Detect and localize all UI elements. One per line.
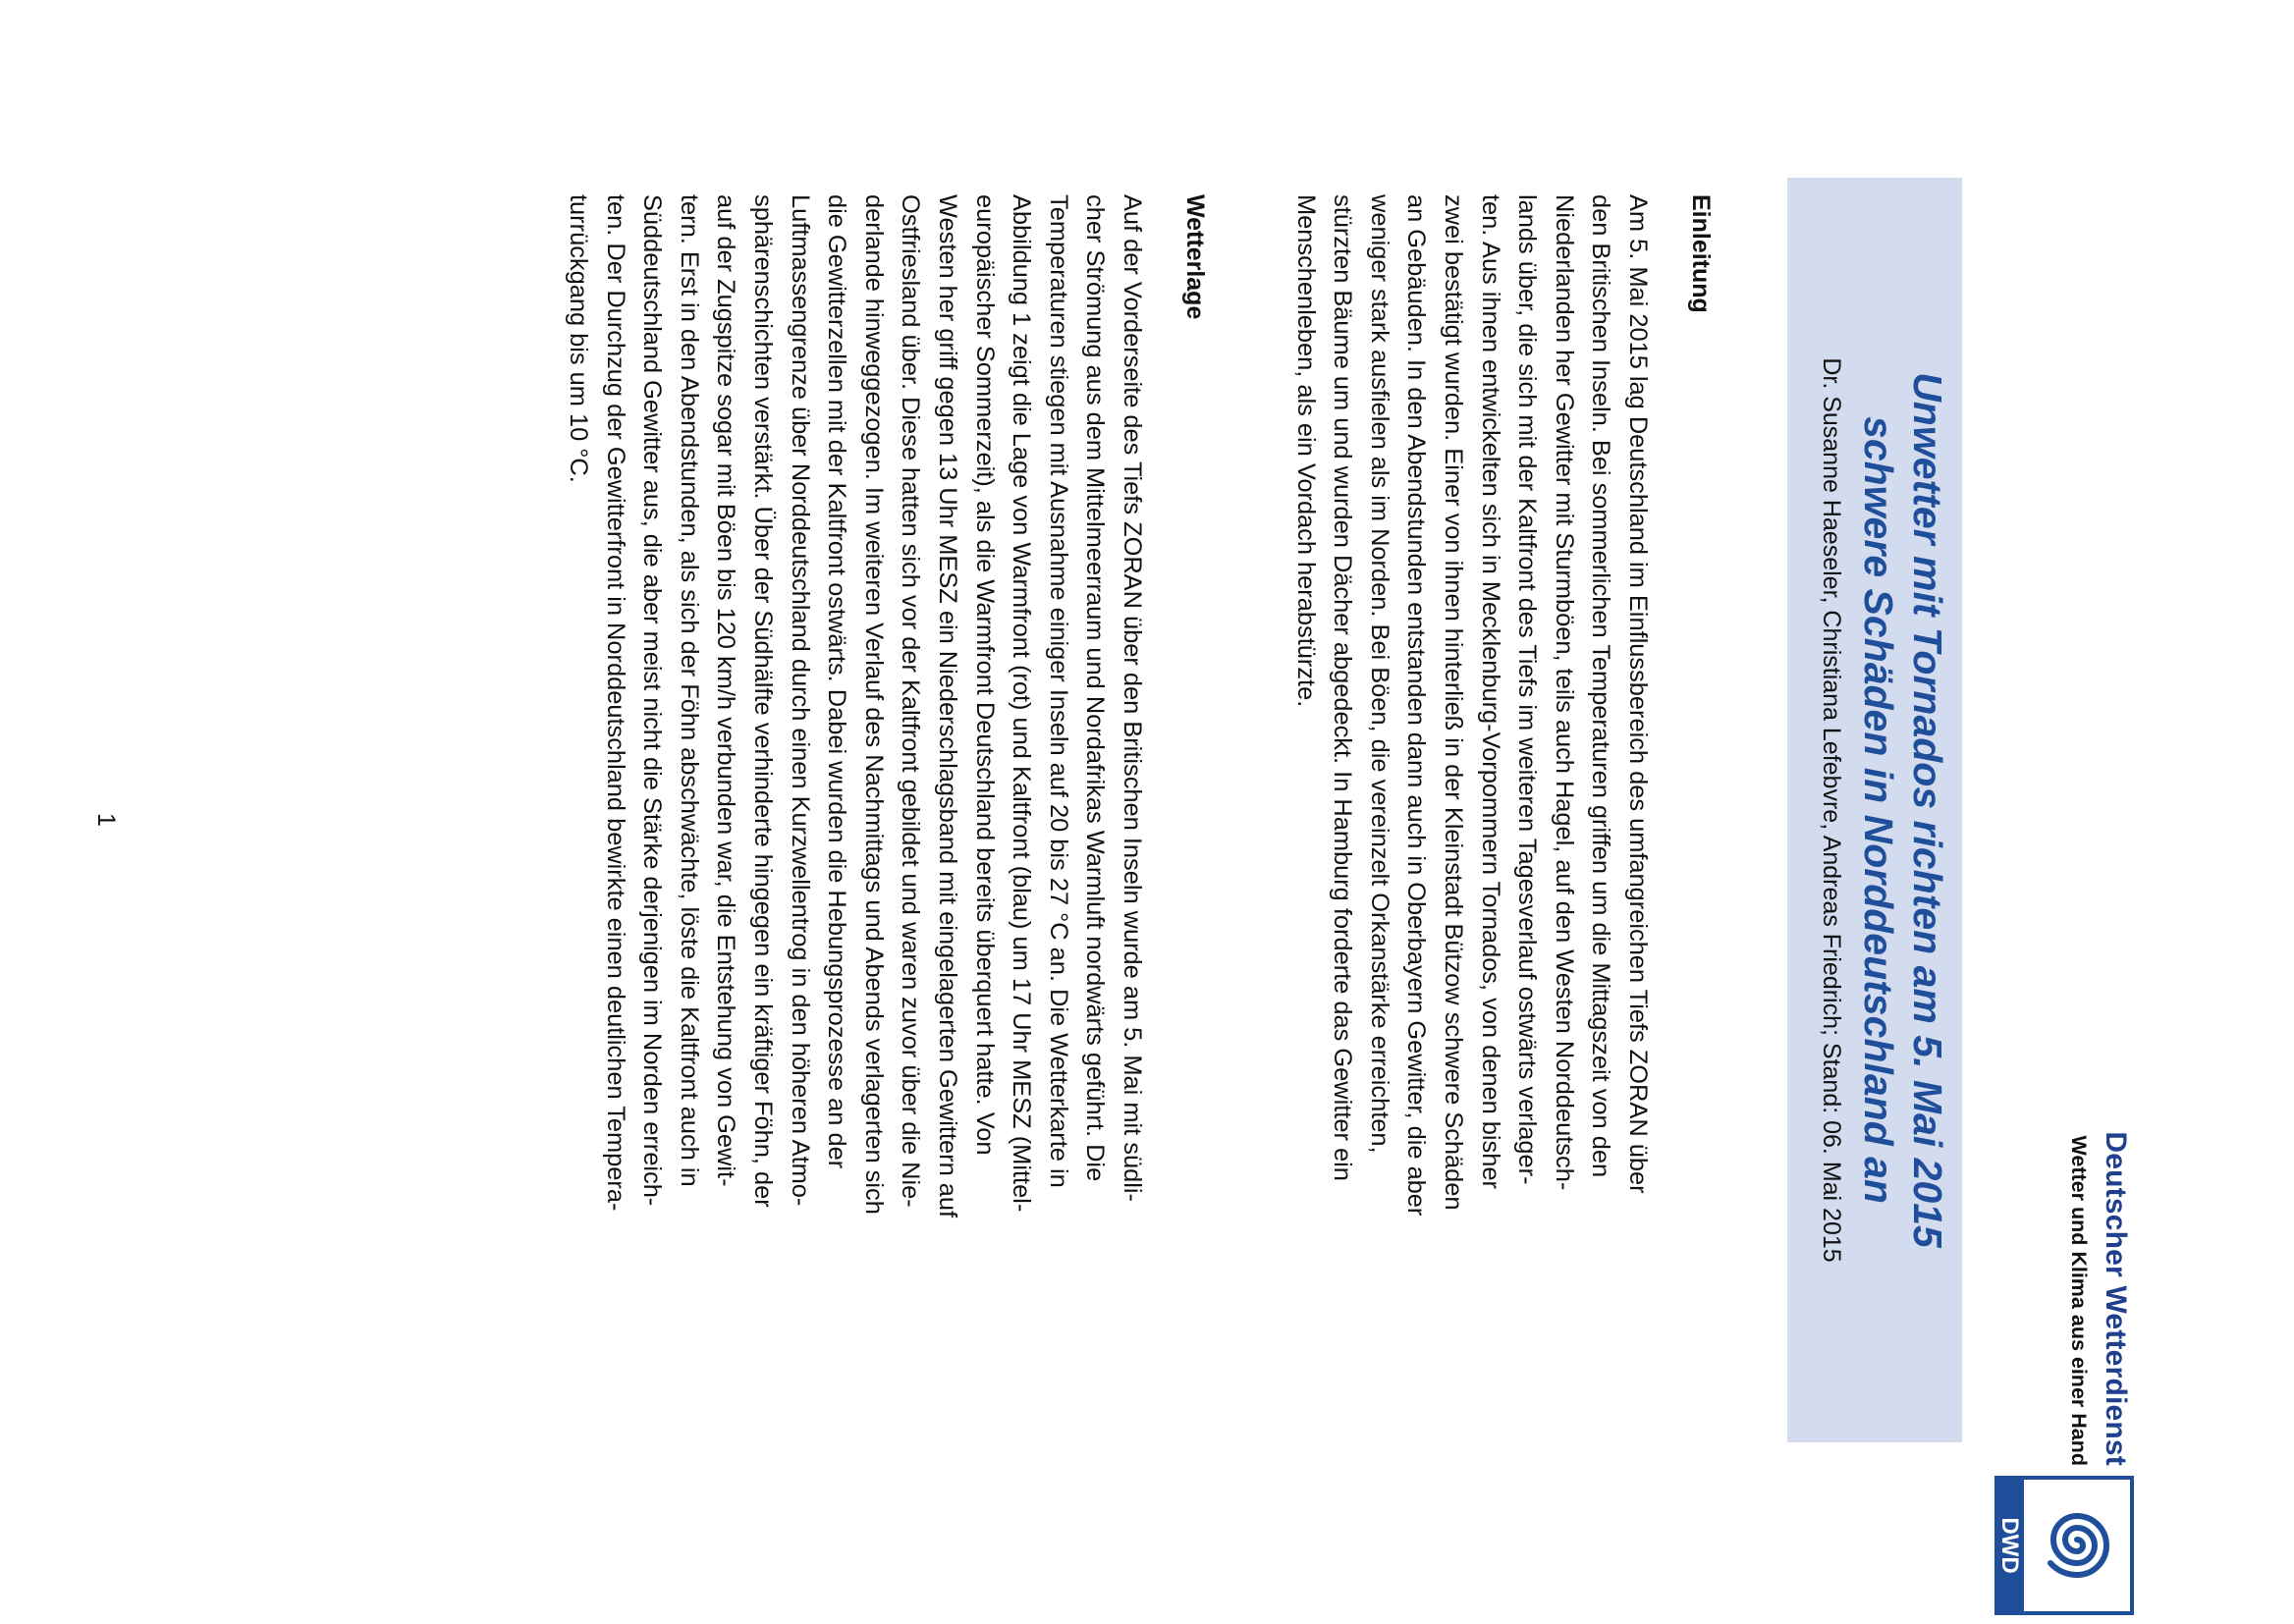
authors-and-date: Dr. Susanne Haeseler, Christiana Lefebvre, Andreas Friedrich; Stand: 06. Mai 2015 [1818, 357, 1845, 1263]
dwd-header [1985, 1131, 2142, 1615]
text-line: Menschenleben, als ein Vordach herabstürzte. [1291, 194, 1320, 708]
text-line: Ostfriesland über. Diese hatten sich vor der Kaltfront gebildet und waren zuvor über die Nie- [897, 194, 925, 1208]
text-line: Abbildung 1 zeigt die Lage von Warmfront (rot) und Kaltfront (blau) um 17 Uhr MESZ (Mittel- [1008, 194, 1036, 1213]
text-line: lands über, die sich mit der Kaltfront des Tiefs im weiteren Tagesverlauf ostwärts verlager- [1513, 194, 1542, 1185]
text-line: zwei bestätigt wurden. Einer von ihnen hinterließ in der Kleinstadt Bützow schwere Schäden [1440, 194, 1468, 1211]
text-line: Luftmassengrenze über Norddeutschland durch einen Kurzwellentrog in den höheren Atmo- [786, 194, 814, 1207]
section-heading-wetterlage: Wetterlage [1181, 194, 1209, 320]
text-line: die Gewitterzellen mit der Kaltfront ostwärts. Dabei wurden die Hebungsprozesse an der [823, 194, 851, 1169]
title-box [1787, 178, 1962, 1442]
text-line: Auf der Vorderseite des Tiefs ZORAN über den Britischen Inseln wurde am 5. Mai mit südli- [1119, 194, 1146, 1202]
text-line: Niederlanden her Gewitter mit Sturmböen, teils auch Hagel, auf den Westen Norddeutsch- [1550, 194, 1578, 1191]
text-line: Süddeutschland Gewitter aus, die aber meist nicht die Stärke derjenigen im Norden erreich- [638, 194, 667, 1207]
text-line: sphärenschichten verstärkt. Über der Südhälfte verhinderte hingegen ein kräftiger Föhn, der [749, 194, 778, 1208]
section-body-wetterlage [560, 194, 1151, 1430]
text-line: europäischer Sommerzeit), als die Warmfront Deutschland bereits überquert hatte. Von [970, 194, 999, 1156]
organization-tagline: Wetter und Klima aus einer Hand [2067, 1135, 2091, 1466]
text-line: ten. Aus ihnen entwickelten sich in Mecklenburg-Vorpommern Tornados, von denen bisher [1476, 194, 1504, 1189]
text-line: cher Strömung aus dem Mittelmeerraum und Nordafrikas Warmluft nordwärts geführt. Die [1081, 194, 1110, 1182]
organization-name: Deutscher Wetterdienst [2100, 1131, 2132, 1466]
text-line: derlande hinweggezogen. Im weiteren Verlauf des Nachmittags und Abends verlagerten sich [859, 194, 888, 1215]
logo-text: DWD [1996, 1517, 2023, 1574]
text-line: Am 5. Mai 2015 lag Deutschland im Einflussbereich des umfangreichen Tiefs ZORAN über [1624, 194, 1652, 1194]
text-line: tern. Erst in den Abendstunden, als sich der Föhn abschwächte, löste die Kaltfront auch in [675, 194, 703, 1187]
text-line: auf der Zugspitze sogar mit Böen bis 120 km/h verbunden war, die Entstehung von Gewit- [712, 194, 740, 1187]
text-line: den Britischen Inseln. Bei sommerlichen Temperaturen griffen um die Mittagszeit von den [1587, 194, 1615, 1178]
section-body-einleitung [1286, 194, 1656, 1430]
title-line-2: schwere Schäden in Norddeutschland an [1856, 416, 1901, 1204]
text-line: an Gebäuden. In den Abendstunden entstanden dann auch in Oberbayern Gewitter, die aber [1402, 194, 1431, 1217]
text-line: turrückgang bis um 10 °C. [565, 194, 593, 483]
text-line: weniger stark ausfielen als im Norden. Bei Böen, die vereinzelt Orkanstärke erreichten, [1365, 194, 1393, 1154]
dwd-logo [1994, 1476, 2134, 1615]
title-line-1: Unwetter mit Tornados richten am 5. Mai 2015 [1905, 372, 1950, 1248]
text-line: Westen her griff gegen 13 Uhr MESZ ein Niederschlagsband mit eingelagerten Gewittern auf [934, 194, 962, 1218]
text-line: stürzten Bäume um und wurden Dächer abgedeckt. In Hamburg forderte das Gewitter ein [1329, 194, 1357, 1181]
text-line: Temperaturen stiegen mit Ausnahme einiger Inseln auf 20 bis 27 °C an. Die Wetterkarte in [1044, 194, 1072, 1188]
page-number: 1 [92, 813, 120, 827]
text-line: ten. Der Durchzug der Gewitterfront in Norddeutschland bewirkte einen deutlichen Tempera- [601, 194, 629, 1212]
section-heading-einleitung: Einleitung [1687, 194, 1715, 313]
